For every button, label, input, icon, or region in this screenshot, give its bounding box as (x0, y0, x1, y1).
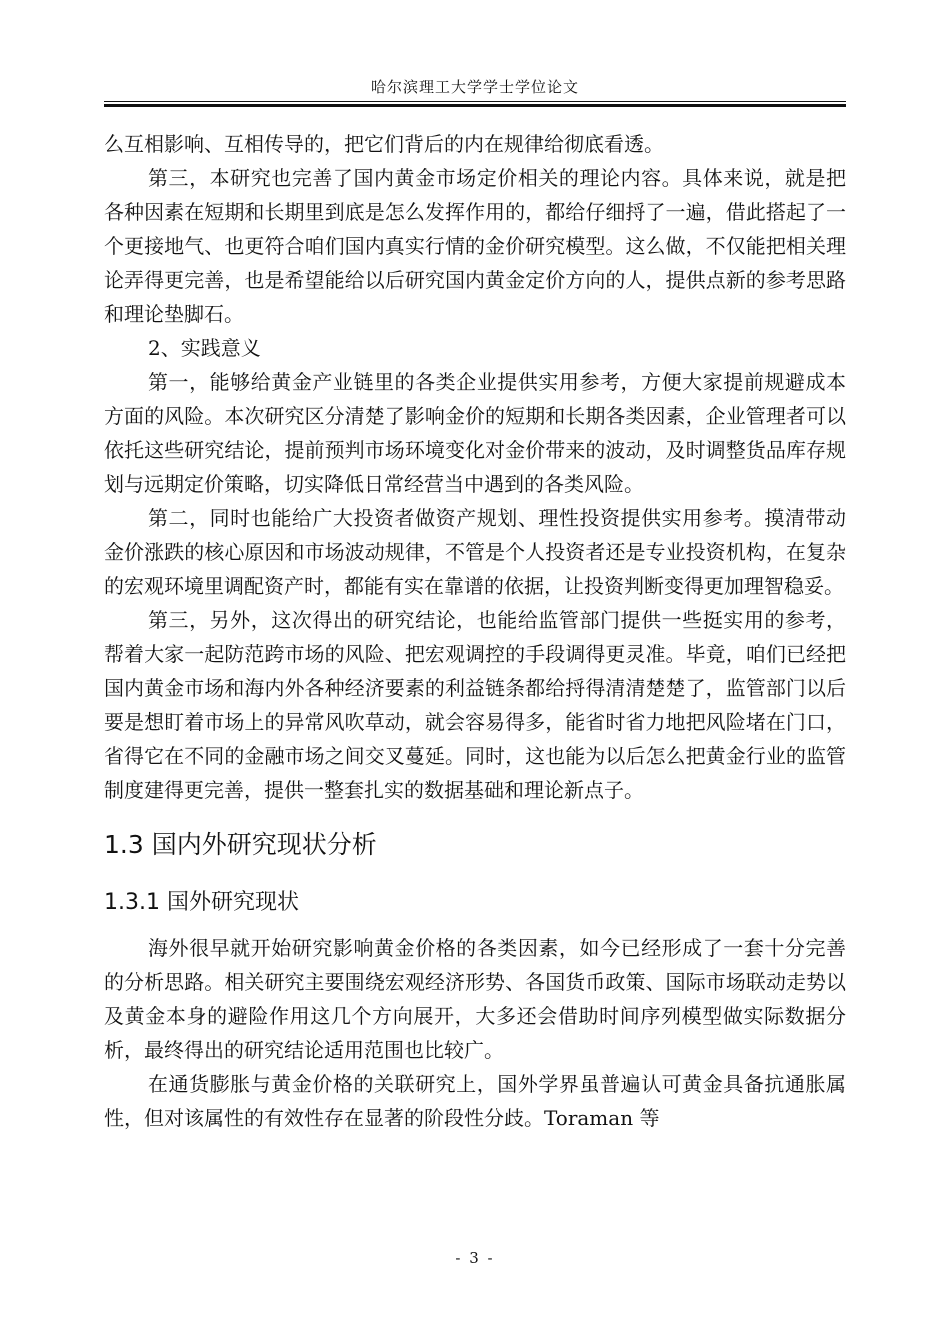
paragraph-practice-second: 第二，同时也能给广大投资者做资产规划、理性投资提供实用参考。摸清带动金价涨跌的核心原因和市场波动规律，不管是个人投资者还是专业投资机构，在复杂的宏观环境里调配资产时，都能有实在靠谱的依据，让投资判断变得更加理智稳妥。 (104, 506, 846, 598)
subheading-practical-significance: 2、实践意义 (148, 336, 261, 360)
paragraph-practice-first: 第一，能够给黄金产业链里的各类企业提供实用参考，方便大家提前规避成本方面的风险。本次研究区分清楚了影响金价的短期和长期各类因素，企业管理者可以依托这些研究结论，提前预判市场环境变化对金价带来的波动，及时调整货品库存规划与远期定价策略，切实降低日常经营当中遇到的各类风险。 (104, 370, 846, 496)
paragraph-inflation-research: 在通货膨胀与黄金价格的关联研究上，国外学界虽普遍认可黄金具备抗通胀属性，但对该属性的有效性存在显著的阶段性分歧。Toraman 等 (104, 1072, 846, 1130)
header-rule-thick (104, 104, 846, 107)
running-header: 哈尔滨理工大学学士学位论文 (370, 78, 579, 96)
paragraph-practice-third: 第三，另外，这次得出的研究结论，也能给监管部门提供一些挺实用的参考，帮着大家一起防范跨市场的风险、把宏观调控的手段调得更灵准。毕竟，咱们已经把国内黄金市场和海内外各种经济要素的利益链条都给捋得清清楚楚了，监管部门以后要是想盯着市场上的异常风吹草动，就会容易得多，能省时省力地把风险堵在门口，省得它在不同的金融市场之间交叉蔓延。同时，这也能为以后怎么把黄金行业的监管制度建得更完善，提供一整套扎实的数据基础和理论新点子。 (104, 608, 846, 802)
paragraph-foreign-overview: 海外很早就开始研究影响黄金价格的各类因素，如今已经形成了一套十分完善的分析思路。相关研究主要围绕宏观经济形势、各国货币政策、国际市场联动走势以及黄金本身的避险作用这几个方向展开，大多还会借助时间序列模型做实际数据分析，最终得出的研究结论适用范围也比较广。 (104, 936, 846, 1062)
header-rule-thin (104, 101, 846, 102)
page-number: - 3 - (455, 1249, 495, 1267)
paragraph-theory-third: 第三，本研究也完善了国内黄金市场定价相关的理论内容。具体来说，就是把各种因素在短期和长期里到底是怎么发挥作用的，都给仔细捋了一遍，借此搭起了一个更接地气、也更符合咱们国内真实行情的金价研究模型。这么做，不仅能把相关理论弄得更完善，也是希望能给以后研究国内黄金定价方向的人，提供点新的参考思路和理论垫脚石。 (104, 166, 846, 326)
body-text (104, 127, 846, 1135)
paragraph-continued: 么互相影响、互相传导的，把它们背后的内在规律给彻底看透。 (104, 132, 664, 156)
subsection-heading: 1.3.1 国外研究现状 (104, 890, 299, 915)
section-heading: 1.3 国内外研究现状分析 (104, 830, 377, 859)
